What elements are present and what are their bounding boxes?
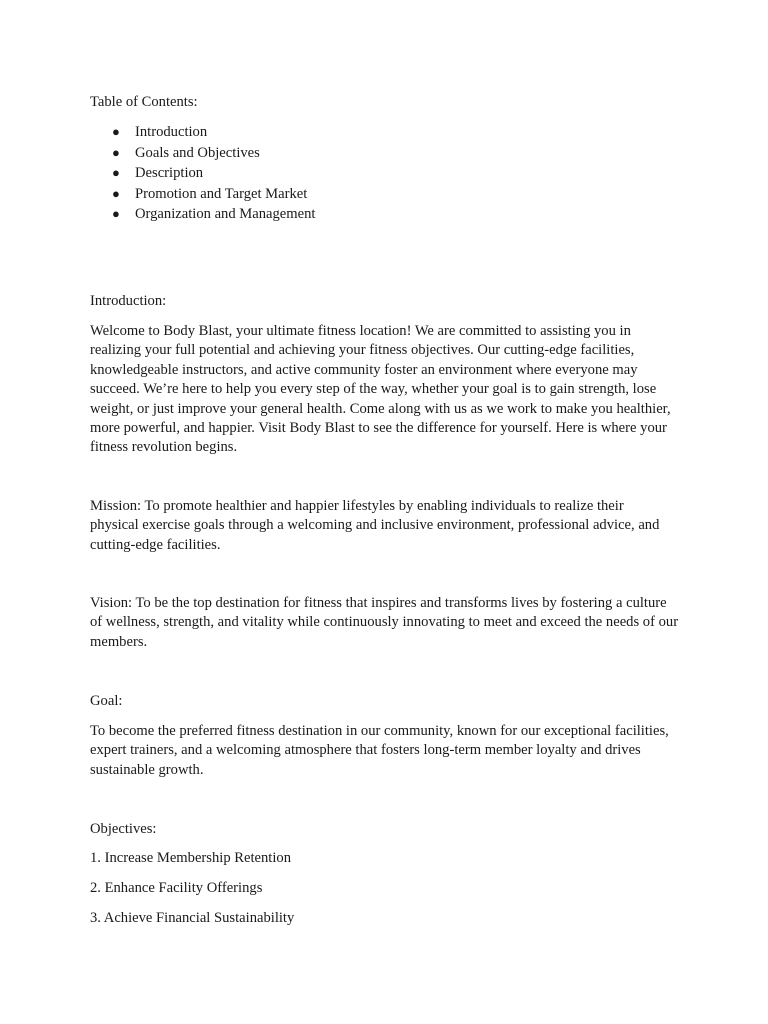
toc-item-label: Description xyxy=(135,165,204,181)
toc-list xyxy=(90,122,690,225)
bullet-icon: ● xyxy=(112,124,120,139)
objectives-heading: Objectives: xyxy=(90,821,157,837)
toc-item-introduction xyxy=(90,122,690,143)
bullet-icon: ● xyxy=(112,185,120,201)
mission-paragraph: Mission: To promote healthier and happier lifestyles by enabling individuals to realize their physical exercise goals through a welcoming and inclusive environment, professional advice, and cutting-edge facilities. xyxy=(90,498,660,553)
toc-item-goals-and-objectives xyxy=(90,143,690,164)
toc-item-promotion-and-target-market xyxy=(90,184,690,205)
bullet-icon: ● xyxy=(112,206,120,221)
toc-item-organization-and-management xyxy=(90,204,690,225)
vision-paragraph: Vision: To be the top destination for fitness that inspires and transforms lives by fostering a culture of wellness, strength, and vitality while continuously innovating to meet and exceed the needs of our members. xyxy=(90,595,679,650)
toc-item-label: Goals and Objectives xyxy=(135,144,260,161)
toc-item-label: Promotion and Target Market xyxy=(135,185,308,202)
goal-heading: Goal: xyxy=(90,693,123,709)
toc-item-label: Introduction xyxy=(135,124,208,140)
introduction-heading: Introduction: xyxy=(90,293,167,309)
goal-paragraph: To become the preferred fitness destination in our community, known for our exceptional facilities, expert trainers, and a welcoming atmosphere that fosters long-term member loyalty and drives sustainable growth. xyxy=(90,723,669,778)
toc-item-label: Organization and Management xyxy=(135,206,316,222)
objective-item: 2. Enhance Facility Offerings xyxy=(90,880,263,896)
toc-item-description xyxy=(90,163,690,184)
bullet-icon: ● xyxy=(112,144,120,160)
objective-item: 3. Achieve Financial Sustainability xyxy=(90,910,295,926)
objective-item: 1. Increase Membership Retention xyxy=(90,850,292,866)
introduction-paragraph: Welcome to Body Blast, your ultimate fitness location! We are committed to assisting you in realizing your full potential and achieving your fitness objectives. Our cutting-edge facilities, knowledgeable instructors, and active community foster an environment where everyone may succeed. We’re here to help you every step of the way, whether your goal is to gain strength, lose weight, or just improve your general health. Come along with us as we work to make you healthier, more powerful, and happier. Visit Body Blast to see the difference for yourself. Here is where your fitness revolution begins. xyxy=(90,323,671,456)
toc-title: Table of Contents: xyxy=(90,94,198,110)
bullet-icon: ● xyxy=(112,165,120,180)
